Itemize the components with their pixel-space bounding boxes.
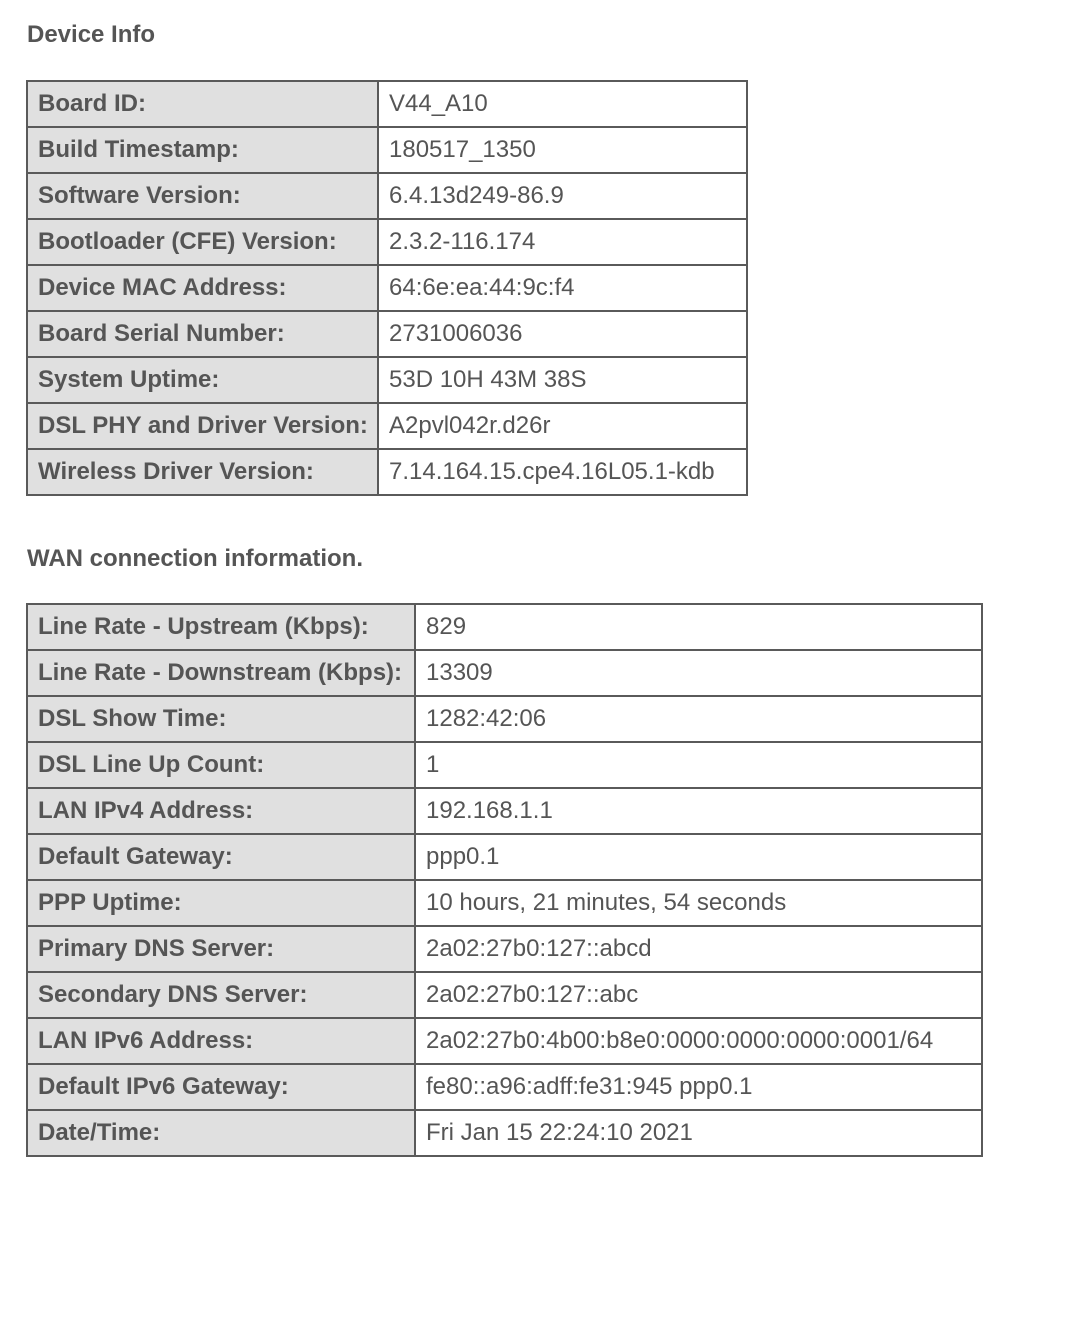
table-row [28,220,746,264]
wireless-driver-version-value: 7.14.164.15.cpe4.16L05.1-kdb [379,450,746,494]
dsl-show-time-label: DSL Show Time: [28,697,414,741]
table-row [28,743,981,787]
table-row [28,1111,981,1155]
table-row [28,835,981,879]
table-row [28,605,981,649]
table-row [28,174,746,218]
default-gateway-value: ppp0.1 [416,835,981,879]
upstream-rate-value: 829 [416,605,981,649]
table-row [28,266,746,310]
table-row [28,1065,981,1109]
dsl-phy-version-value: A2pvl042r.d26r [379,404,746,448]
board-serial-value: 2731006036 [379,312,746,356]
table-row [28,82,746,126]
software-version-label: Software Version: [28,174,377,218]
table-row [28,651,981,695]
build-timestamp-label: Build Timestamp: [28,128,377,172]
dsl-phy-version-label: DSL PHY and Driver Version: [28,404,377,448]
upstream-rate-label: Line Rate - Upstream (Kbps): [28,605,414,649]
default-gateway-label: Default Gateway: [28,835,414,879]
table-row [28,404,746,448]
downstream-rate-value: 13309 [416,651,981,695]
build-timestamp-value: 180517_1350 [379,128,746,172]
lan-ipv6-value: 2a02:27b0:4b00:b8e0:0000:0000:0000:0001/64 [416,1019,981,1063]
ppp-uptime-label: PPP Uptime: [28,881,414,925]
table-row [28,312,746,356]
table-row [28,789,981,833]
lan-ipv4-value: 192.168.1.1 [416,789,981,833]
downstream-rate-label: Line Rate - Downstream (Kbps): [28,651,414,695]
table-row [28,697,981,741]
primary-dns-label: Primary DNS Server: [28,927,414,971]
date-time-label: Date/Time: [28,1111,414,1155]
default-ipv6-gateway-label: Default IPv6 Gateway: [28,1065,414,1109]
dsl-line-up-count-label: DSL Line Up Count: [28,743,414,787]
device-mac-label: Device MAC Address: [28,266,377,310]
table-row [28,450,746,494]
device-info-heading: Device Info [27,21,156,48]
table-row [28,927,981,971]
primary-dns-value: 2a02:27b0:127::abcd [416,927,981,971]
default-ipv6-gateway-value: fe80::a96:adff:fe31:945 ppp0.1 [416,1065,981,1109]
software-version-value: 6.4.13d249-86.9 [379,174,746,218]
device-info-table [26,80,748,496]
table-row [28,1019,981,1063]
wan-info-table [26,603,983,1157]
bootloader-version-value: 2.3.2-116.174 [379,220,746,264]
table-row [28,128,746,172]
dsl-line-up-count-value: 1 [416,743,981,787]
secondary-dns-value: 2a02:27b0:127::abc [416,973,981,1017]
board-serial-label: Board Serial Number: [28,312,377,356]
date-time-value: Fri Jan 15 22:24:10 2021 [416,1111,981,1155]
bootloader-version-label: Bootloader (CFE) Version: [28,220,377,264]
system-uptime-value: 53D 10H 43M 38S [379,358,746,402]
board-id-value: V44_A10 [379,82,746,126]
table-row [28,358,746,402]
secondary-dns-label: Secondary DNS Server: [28,973,414,1017]
lan-ipv4-label: LAN IPv4 Address: [28,789,414,833]
wireless-driver-version-label: Wireless Driver Version: [28,450,377,494]
device-mac-value: 64:6e:ea:44:9c:f4 [379,266,746,310]
table-row [28,881,981,925]
system-uptime-label: System Uptime: [28,358,377,402]
wan-info-heading: WAN connection information. [27,545,363,572]
board-id-label: Board ID: [28,82,377,126]
table-row [28,973,981,1017]
lan-ipv6-label: LAN IPv6 Address: [28,1019,414,1063]
ppp-uptime-value: 10 hours, 21 minutes, 54 seconds [416,881,981,925]
dsl-show-time-value: 1282:42:06 [416,697,981,741]
